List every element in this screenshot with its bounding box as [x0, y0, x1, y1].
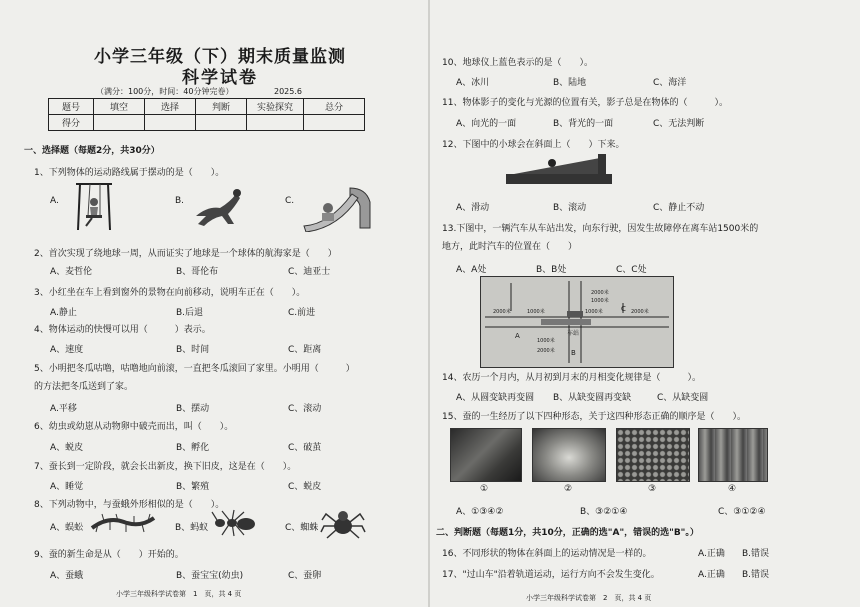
score-table-header-row	[49, 99, 365, 115]
score-header-cell: 选择	[145, 99, 196, 115]
q8-option-c[interactable]: C、蜘蛛	[285, 523, 319, 533]
map-label-1000-left: 1000米	[527, 309, 545, 315]
question-12: 12、下图中的小球会在斜面上（ ）下来。	[442, 140, 625, 150]
score-row-label: 得分	[49, 115, 94, 131]
exam-title: 小学三年级（下）期末质量监测	[94, 47, 346, 67]
score-table	[48, 98, 365, 131]
option-a[interactable]: A.平移	[50, 404, 77, 414]
cocoons-photo-4	[698, 428, 768, 482]
question-7: 7、蚕长到一定阶段，就会长出新皮，换下旧皮，这是在（ ）。	[34, 462, 297, 472]
photo-label-4: ④	[728, 484, 737, 494]
q3-options	[50, 305, 315, 318]
page-2	[430, 0, 860, 607]
option-c[interactable]: C、滚动	[288, 404, 322, 414]
option-c[interactable]: C.前进	[288, 308, 316, 318]
option-a[interactable]: A、A处	[456, 265, 487, 275]
option-c[interactable]: C、距离	[288, 345, 322, 355]
q16-options	[698, 546, 769, 559]
exam-meta	[96, 86, 302, 97]
score-header-cell: 填空	[94, 99, 145, 115]
question-1: 1、下列物体的运动路线属于摆动的是（ ）。	[34, 168, 225, 178]
q1-option-c-label: C.	[285, 196, 295, 206]
option-b[interactable]: B、蚕宝宝(幼虫)	[176, 571, 244, 581]
question-17: 17、"过山车"沿着轨道运动，运行方向不会发生变化。	[442, 570, 660, 580]
question-11: 11、物体影子的变化与光源的位置有关，影子总是在物体的（ ）。	[442, 98, 728, 108]
running-dog-icon	[190, 182, 245, 230]
map-label-station: 车站	[567, 330, 580, 337]
option-b[interactable]: B、滚动	[553, 203, 587, 213]
map-point-c: C	[621, 305, 626, 313]
option-a[interactable]: A.正确	[698, 570, 725, 580]
exam-subtitle: 科学试卷	[182, 68, 258, 88]
option-c[interactable]: C、破茧	[288, 443, 322, 453]
exam-date: 2025.6	[274, 87, 302, 96]
q2-options	[50, 264, 330, 277]
question-4: 4、物体运动的快慢可以用（ ）表示。	[34, 325, 211, 335]
page-1-footer: 小学三年级科学试卷第 1 页，共 4 页	[116, 590, 242, 598]
q17-options	[698, 567, 769, 580]
option-a[interactable]: A、麦哲伦	[50, 267, 93, 277]
score-cell[interactable]	[145, 115, 196, 131]
option-b[interactable]: B.错误	[742, 549, 770, 559]
q1-option-a-label: A.	[50, 196, 59, 206]
option-c[interactable]: C、C处	[616, 265, 647, 275]
score-cell[interactable]	[304, 115, 365, 131]
option-c[interactable]: C、从缺变圆	[657, 393, 709, 403]
moth-photo-2	[532, 428, 606, 482]
option-a[interactable]: A、冰川	[456, 78, 490, 88]
slide-icon	[300, 180, 375, 232]
option-b[interactable]: B、哥伦布	[176, 267, 219, 277]
option-b[interactable]: B、繁殖	[176, 482, 210, 492]
score-cell[interactable]	[94, 115, 145, 131]
question-5: 5、小明把冬瓜咕噜，咕噜地向前滚，一直把冬瓜滚回了家里。小明用（ ）	[34, 364, 355, 374]
ant-icon	[210, 509, 260, 537]
question-10: 10、地球仪上蓝色表示的是（ ）。	[442, 58, 593, 68]
score-table-score-row	[49, 115, 365, 131]
q7-options	[50, 479, 321, 492]
q12-options	[456, 200, 704, 213]
option-b[interactable]: B、③②①④	[580, 507, 628, 517]
score-header-cell: 总分	[304, 99, 365, 115]
score-header-cell: 判断	[196, 99, 247, 115]
map-label-1000-top: 1000米	[591, 298, 609, 304]
map-label-1000-right: 1000米	[585, 309, 603, 315]
q11-options	[456, 116, 704, 129]
section-choice-heading: 一、选择题（每题2分，共30分）	[24, 146, 160, 156]
option-a[interactable]: A、蜕皮	[50, 443, 84, 453]
section-judgement-heading: 二、判断题（每题1分，共10分，正确的选"A"，错误的选"B"。）	[436, 528, 699, 538]
map-label-2000-bottom: 2000米	[537, 348, 555, 354]
q8-option-a[interactable]: A、蜈蚣	[50, 523, 84, 533]
question-2: 2、首次实现了绕地球一周，从而证实了地球是一个球体的航海家是（ ）	[34, 249, 337, 259]
option-c[interactable]: C、静止不动	[653, 203, 705, 213]
option-a[interactable]: A、滑动	[456, 203, 490, 213]
score-cell[interactable]	[196, 115, 247, 131]
question-8: 8、下列动物中，与蚕蛾外形相似的是（ ）。	[34, 500, 225, 510]
q10-options	[456, 75, 686, 88]
question-9: 9、蚕的新生命是从（ ）开始的。	[34, 550, 184, 560]
swing-icon	[70, 180, 118, 232]
option-c[interactable]: C、蚕卵	[288, 571, 322, 581]
option-b[interactable]: B.错误	[742, 570, 770, 580]
question-13: 13.下图中，一辆汽车从车站出发，向东行驶，因发生故障停在离车站1500米的	[442, 224, 759, 234]
silkworm-photo-1	[450, 428, 522, 482]
photo-label-1: ①	[480, 484, 489, 494]
option-c[interactable]: C、海洋	[653, 78, 687, 88]
option-c[interactable]: C、③①②④	[718, 507, 766, 517]
q13-options	[456, 262, 647, 275]
map-label-1000-bottom: 1000米	[537, 338, 555, 344]
option-a[interactable]: A.正确	[698, 549, 725, 559]
option-b[interactable]: B.后退	[176, 308, 204, 318]
map-label-2000-right: 2000米	[631, 309, 649, 315]
road-map-diagram	[480, 276, 674, 368]
score-cell[interactable]	[247, 115, 304, 131]
eggs-photo-3	[616, 428, 690, 482]
option-a[interactable]: A.静止	[50, 308, 77, 318]
option-b[interactable]: B、孵化	[176, 443, 210, 453]
page-2-footer: 小学三年级科学试卷第 2 页，共 4 页	[526, 594, 652, 602]
option-c[interactable]: C、迪亚士	[288, 267, 331, 277]
q6-options	[50, 440, 321, 453]
q4-options	[50, 342, 321, 355]
question-5-cont: 的方法把冬瓜送到了家。	[34, 382, 134, 392]
option-b[interactable]: B、摆动	[176, 404, 210, 414]
question-16: 16、不同形状的物体在斜面上的运动情况是一样的。	[442, 549, 652, 559]
centipede-icon	[88, 512, 158, 534]
score-header-cell: 题号	[49, 99, 94, 115]
question-13-cont: 地方，此时汽车的位置在（ ）	[442, 242, 578, 252]
exam-scoring-info: （满分：100分，时间：40分钟完卷）	[96, 87, 234, 96]
option-b[interactable]: B、从缺变圆再变缺	[553, 393, 632, 403]
spider-icon	[320, 506, 366, 542]
q8-option-b[interactable]: B、蚂蚁	[175, 523, 209, 533]
q5-options	[50, 401, 321, 414]
q15-options	[456, 504, 766, 517]
option-b[interactable]: B、时间	[176, 345, 210, 355]
option-c[interactable]: C、无法判断	[653, 119, 705, 129]
question-3: 3、小红坐在车上看到窗外的景物在向前移动，说明车正在（ ）。	[34, 288, 306, 298]
road-map-lines	[481, 277, 673, 367]
photo-label-2: ②	[564, 484, 573, 494]
option-b[interactable]: B、陆地	[553, 78, 587, 88]
option-a[interactable]: A、速度	[50, 345, 84, 355]
map-point-a: A	[515, 332, 520, 340]
option-c[interactable]: C、蜕皮	[288, 482, 322, 492]
map-point-b: B	[571, 349, 576, 357]
option-a[interactable]: A、向光的一面	[456, 119, 517, 129]
question-6: 6、幼虫或幼崽从动物卵中破壳而出，叫（ ）。	[34, 422, 234, 432]
map-label-2000-top: 2000米	[591, 290, 609, 296]
option-a[interactable]: A、①③④②	[456, 507, 504, 517]
option-a[interactable]: A、从圆变缺再变圆	[456, 393, 535, 403]
q14-options	[456, 390, 708, 403]
score-header-cell: 实验探究	[247, 99, 304, 115]
option-b[interactable]: B、背光的一面	[553, 119, 614, 129]
q9-options	[50, 568, 321, 581]
q1-option-b-label: B.	[175, 196, 185, 206]
map-label-2000-left: 2000米	[493, 309, 511, 315]
photo-label-3: ③	[648, 484, 657, 494]
ball-on-slope-icon	[504, 148, 614, 186]
option-a[interactable]: A、蚕蛾	[50, 571, 84, 581]
option-b[interactable]: B、B处	[536, 265, 567, 275]
question-14: 14、农历一个月内，从月初到月末的月相变化规律是（ ）。	[442, 373, 701, 383]
option-a[interactable]: A、睡觉	[50, 482, 84, 492]
question-15: 15、蚕的一生经历了以下四种形态，关于这四种形态正确的顺序是（ ）。	[442, 412, 746, 422]
